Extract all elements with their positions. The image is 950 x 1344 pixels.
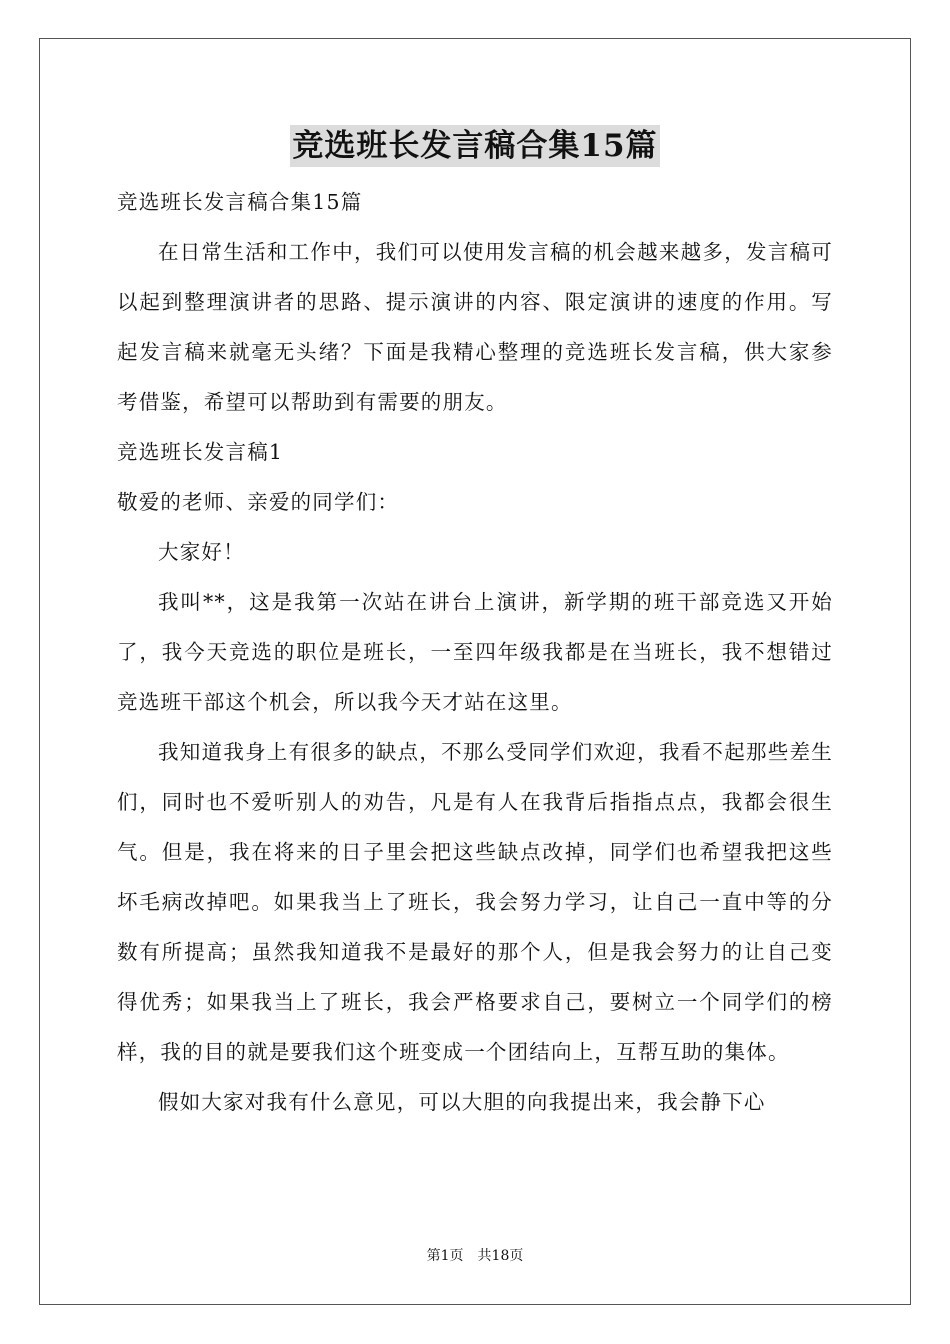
- body-paragraph-6: 我知道我身上有很多的缺点，不那么受同学们欢迎，我看不起那些差生们，同时也不爱听别人的劝告，凡是有人在我背后指指点点，我都会很生气。但是，我在将来的日子里会把这些缺点改掉，同学们也希望我把这些坏毛病改掉吧。如果我当上了班长，我会努力学习，让自己一直中等的分数有所提高；虽然我知道我不是最好的那个人，但是我会努力的让自己变得优秀；如果我当上了班长，我会严格要求自己，要树立一个同学们的榜样，我的目的就是要我们这个班变成一个团结向上，互帮互助的集体。: [117, 740, 833, 1064]
- page-number: 第1页: [426, 1248, 464, 1264]
- section-heading: 竞选班长发言稿1: [117, 440, 284, 464]
- greeting: 大家好！: [158, 540, 245, 564]
- body-paragraph-5: 我叫**，这是我第一次站在讲台上演讲，新学期的班干部竞选又开始了，我今天竞选的职位是班长，一至四年级我都是在当班长，我不想错过竞选班干部这个机会，所以我今天才站在这里。: [117, 590, 833, 714]
- body-paragraph-1: 在日常生活和工作中，我们可以使用发言稿的机会越来越多，发言稿可以起到整理演讲者的思路、提示演讲的内容、限定演讲的速度的作用。写起发言稿来就毫无头绪？下面是我精心整理的竞选班长发言稿，供大家参考借鉴，希望可以帮助到有需要的朋友。: [117, 240, 833, 414]
- page-total: 共18页: [477, 1248, 524, 1264]
- title-wrap: [0, 125, 950, 167]
- body-paragraph-0: 竞选班长发言稿合集15篇: [117, 190, 363, 214]
- body-paragraph-7: 假如大家对我有什么意见，可以大胆的向我提出来，我会静下心: [158, 1090, 766, 1114]
- salutation: 敬爱的老师、亲爱的同学们：: [117, 490, 400, 514]
- document-title: 竞选班长发言稿合集15篇: [290, 125, 659, 167]
- document-body: [117, 177, 833, 1127]
- page-footer: [0, 1245, 950, 1265]
